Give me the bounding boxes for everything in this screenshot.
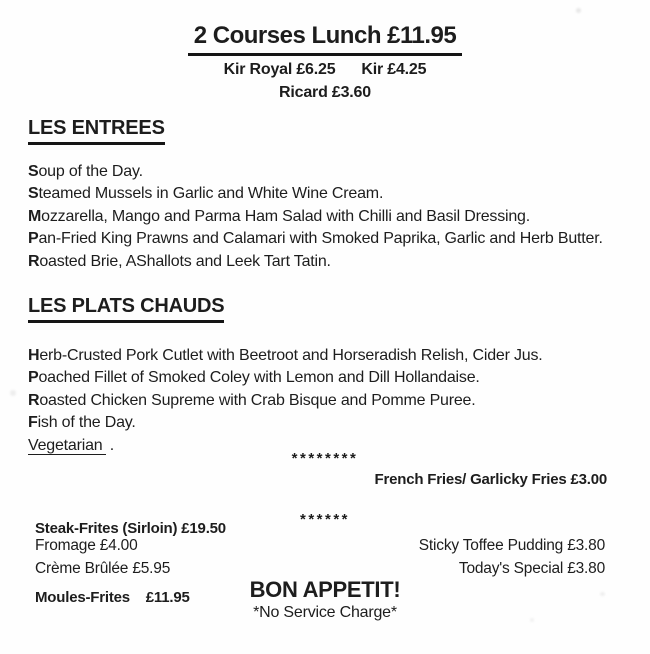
creme-brulee-price: Crème Brûlée £5.95 xyxy=(35,560,171,577)
menu-item xyxy=(28,206,603,228)
menu-item-text: oup of the Day. xyxy=(38,163,143,180)
menu-header xyxy=(0,22,650,56)
menu-item xyxy=(28,228,603,250)
stars-separator: ******** xyxy=(291,450,359,467)
french-fries-price: French Fries/ Garlicky Fries £3.00 xyxy=(374,471,607,488)
menu-item-lead: H xyxy=(28,347,40,364)
menu-item-lead: S xyxy=(28,185,39,203)
menu-item-text: teamed Mussels in Garlic and White Wine Cream. xyxy=(38,185,384,203)
menu-item xyxy=(28,183,603,205)
menu-item-text: erb-Crusted Pork Cutlet with Beetroot and Horseradish Relish, Cider Jus. xyxy=(39,347,543,364)
no-service-charge-text: *No Service Charge* xyxy=(253,604,397,621)
menu-item xyxy=(28,412,543,434)
entrees-heading: LES ENTREES xyxy=(28,117,165,145)
plats-chauds-heading: LES PLATS CHAUDS xyxy=(28,295,224,323)
plats-chauds-list xyxy=(28,345,543,457)
scan-speck xyxy=(10,390,16,396)
moules-frites-price: Moules-Frites £11.95 xyxy=(35,589,190,606)
drink-ricard: Ricard £3.60 xyxy=(279,84,371,101)
menu-item-text: oasted Chicken Supreme with Crab Bisque and Pomme Puree. xyxy=(39,391,476,409)
menu-item-text: oached Fillet of Smoked Coley with Lemon and Dill Hollandaise. xyxy=(38,369,480,387)
menu-title: 2 Courses Lunch £11.95 xyxy=(188,22,462,56)
drink-kir-royal: Kir Royal £6.25 xyxy=(223,61,336,78)
menu-item-text: an-Fried King Prawns and Calamari with Smoked Paprika, Garlic and Herb Butter. xyxy=(38,230,603,248)
menu-item xyxy=(28,161,603,183)
menu-item-text: ozzarella, Mango and Parma Ham Salad with Chilli and Basil Dressing. xyxy=(41,207,530,225)
menu-item-lead: R xyxy=(28,252,40,270)
desserts-right-block xyxy=(419,534,605,580)
steak-frites-price: Steak-Frites (Sirloin) £19.50 xyxy=(35,520,226,537)
drinks-line xyxy=(0,61,650,79)
sticky-toffee-price: Sticky Toffee Pudding £3.80 xyxy=(418,537,605,554)
todays-special-price: Today's Special £3.80 xyxy=(458,560,605,577)
menu-item-lead: F xyxy=(28,414,38,432)
menu-item-lead: P xyxy=(28,230,39,248)
menu-item-text: ish of the Day. xyxy=(37,414,136,432)
menu-item xyxy=(28,345,543,367)
menu-item-text: oasted Brie, AShallots and Leek Tart Tatin. xyxy=(39,252,331,270)
vegetarian-suffix: . xyxy=(105,436,115,454)
fromage-price: Fromage £4.00 xyxy=(35,537,138,554)
vegetarian-label: Vegetarian xyxy=(28,437,106,455)
menu-item-lead: M xyxy=(28,207,42,225)
stars-separator: ****** xyxy=(299,511,351,528)
desserts-left-block xyxy=(35,534,170,580)
bon-appetit-text: BON APPETIT! xyxy=(249,577,401,602)
menu-item-lead: R xyxy=(28,391,40,409)
entrees-list xyxy=(28,161,603,273)
menu-item xyxy=(28,251,603,273)
scan-speck xyxy=(576,8,581,13)
menu-item xyxy=(28,390,543,412)
menu-item-lead: P xyxy=(28,369,39,387)
menu-item-lead: S xyxy=(28,163,39,180)
drink-kir: Kir £4.25 xyxy=(361,61,427,78)
menu-item xyxy=(28,367,543,389)
